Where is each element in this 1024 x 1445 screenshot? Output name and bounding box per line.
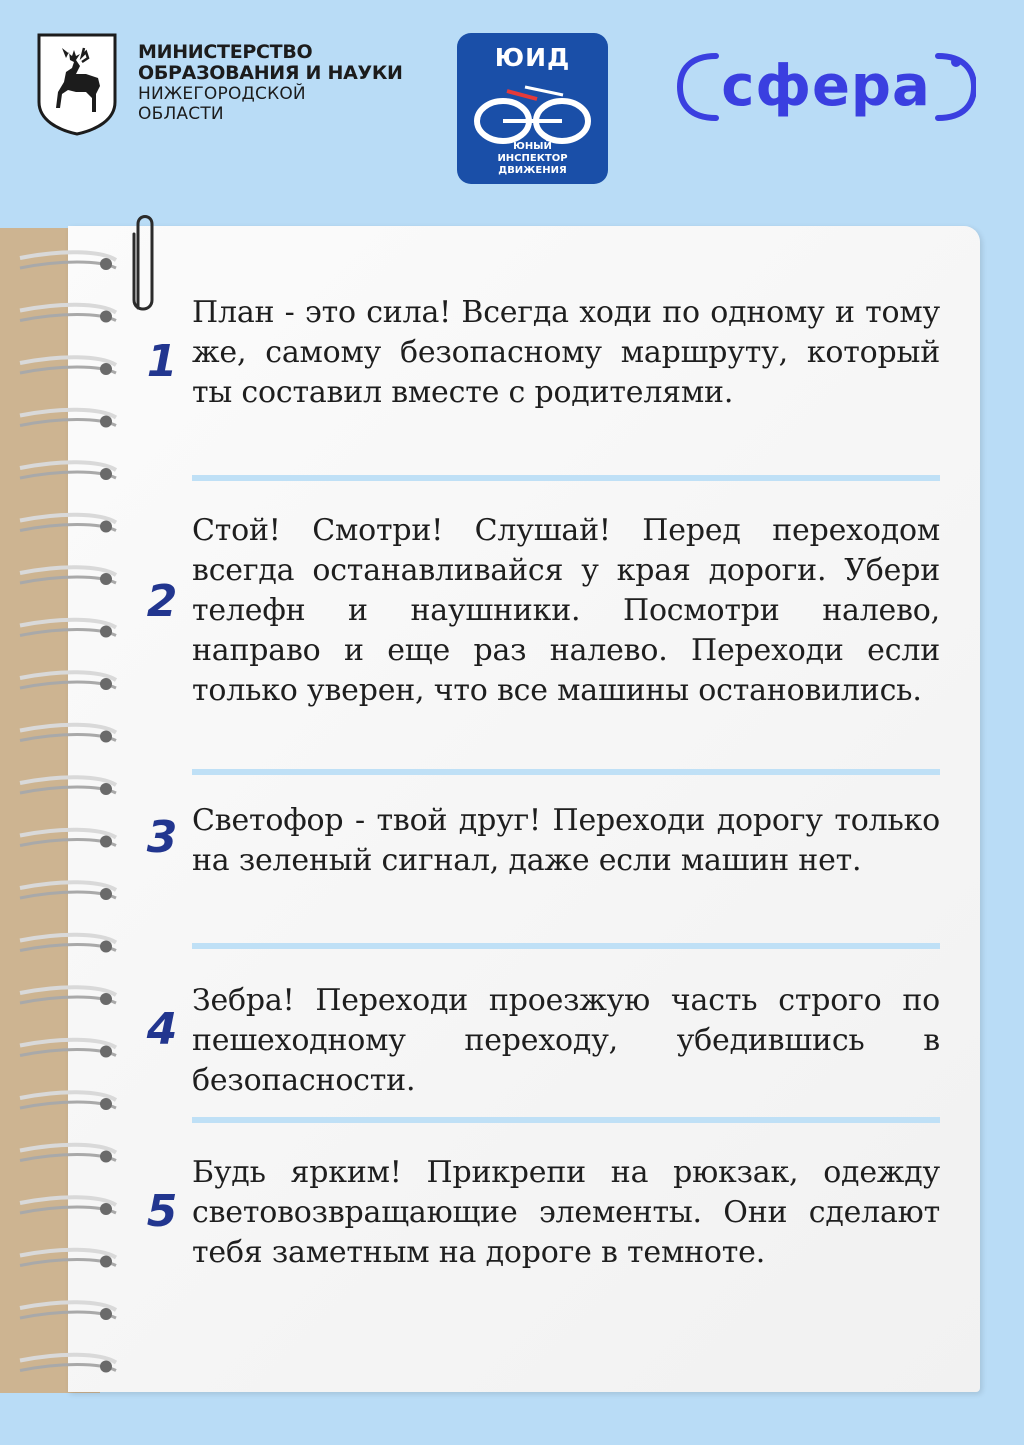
ministry-line-1: МИНИСТЕРСТВО [138,41,313,63]
tip-number: 2 [146,576,178,627]
ministry-line-2: ОБРАЗОВАНИЯ И НАУКИ [138,62,403,84]
divider-line [192,1117,940,1123]
sfera-word: сфера [721,54,931,119]
yuid-subtitle [457,141,608,177]
bicycle-icon [467,77,598,147]
paperclip-icon [128,208,162,320]
tip-number: 1 [146,336,178,387]
tip-number: 4 [146,1004,178,1055]
tip-text: План - это сила! Всегда ходи по одному и тому же, самому безопасному маршруту, который ты составил вместе с родителями. [192,295,940,410]
header [0,0,1024,210]
yuid-logo [457,33,608,184]
ministry-name [138,42,403,124]
tip-text: Будь ярким! Прикрепи на рюкзак, одежду световозвращающие элементы. Они сделают тебя заметным на дороге в темноте. [192,1155,940,1270]
tip-text: Стой! Смотри! Слушай! Перед переходом всегда останавливайся у края дороги. Убери телефн и наушники. Посмотри налево, направо и еще раз налево. Переходи если только уверен, что все машины остановились. [192,513,940,708]
ministry-logo [36,32,416,142]
ministry-line-4: ОБЛАСТИ [138,104,224,124]
tip-text: Зебра! Переходи проезжую часть строго по пешеходному переходу, убедившись в безопасности. [192,983,940,1098]
yuid-subtitle-line-1: ЮНЫЙ [513,141,552,152]
sfera-logo [676,44,986,132]
deer-crest-icon [36,32,118,136]
tip-number: 3 [146,812,178,863]
yuid-subtitle-line-3: ДВИЖЕНИЯ [498,165,567,176]
spiral-binding-icon [0,240,140,1380]
divider-line [192,943,940,949]
tip-number: 5 [146,1186,178,1237]
yuid-subtitle-line-2: ИНСПЕКТОР [497,153,568,164]
yuid-title: ЮИД [494,43,571,72]
divider-line [192,769,940,775]
ministry-line-3: НИЖЕГОРОДСКОЙ [138,84,306,104]
tip-text: Светофор - твой друг! Переходи дорогу только на зеленый сигнал, даже если машин нет. [192,803,940,878]
divider-line [192,475,940,481]
